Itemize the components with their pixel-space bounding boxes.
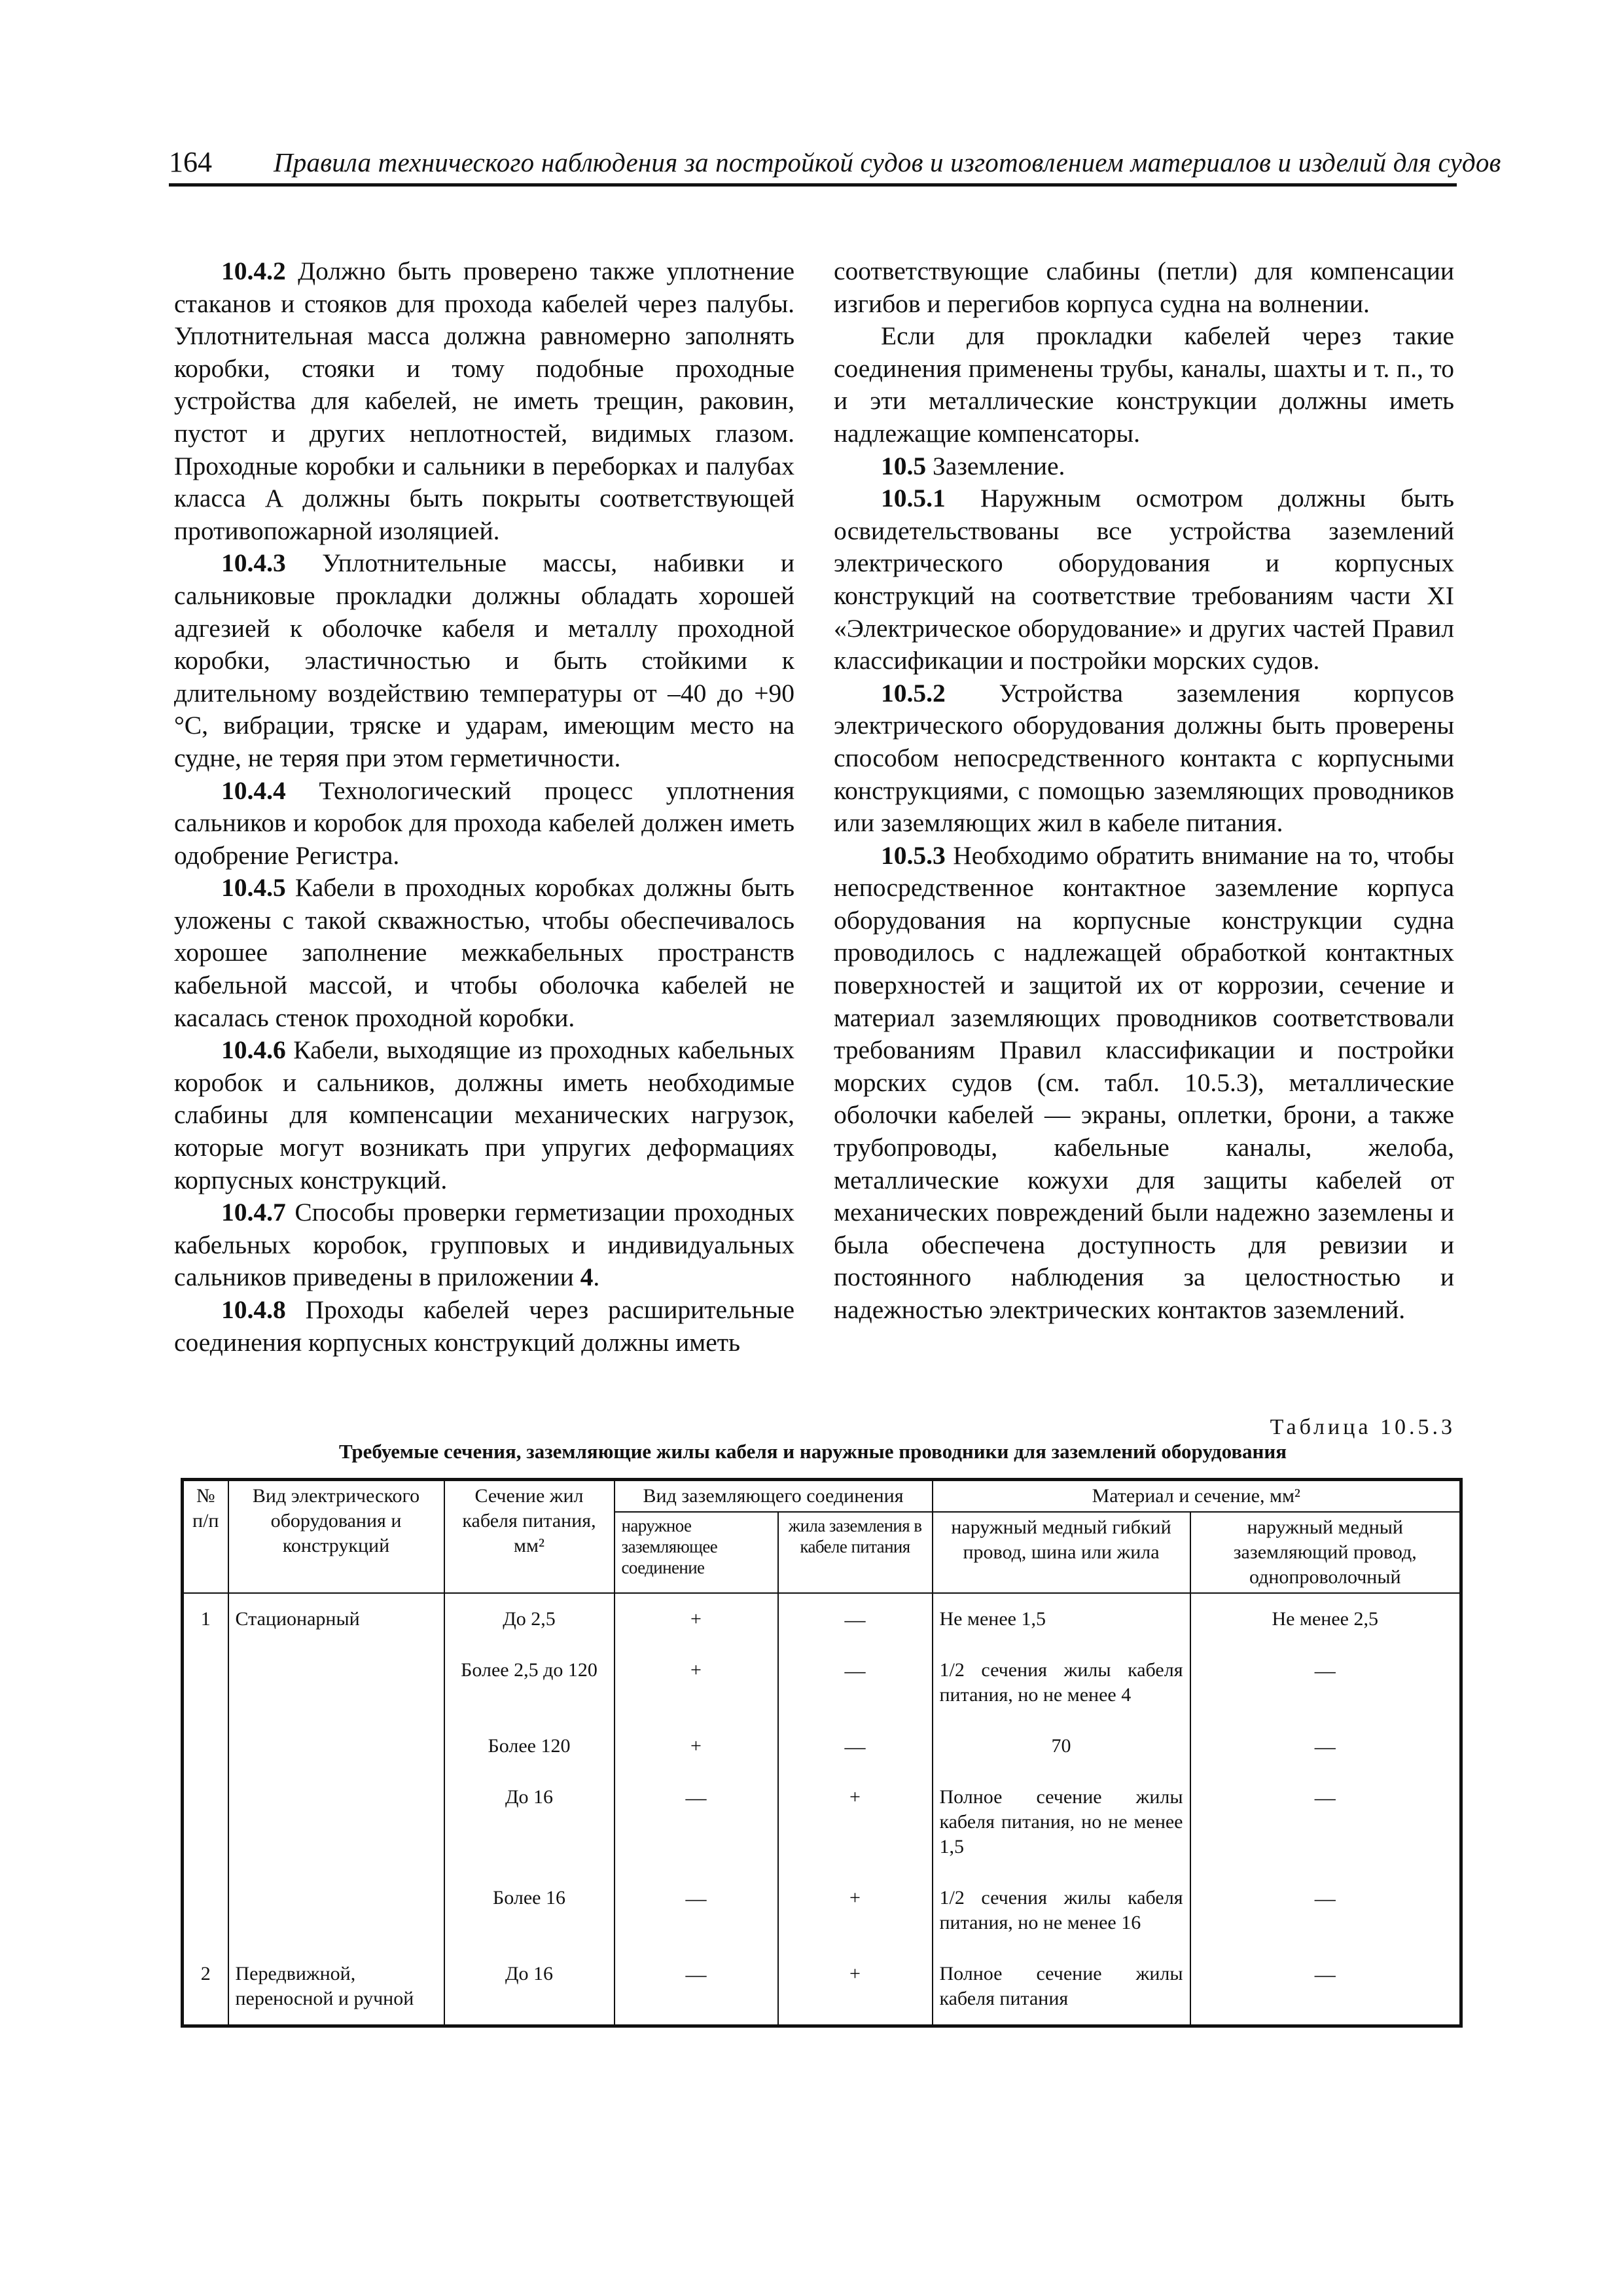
table-header bbox=[183, 1480, 1461, 1594]
paragraph-text: Необходимо обратить внимание на то, чтобы непосредственное контактное заземление корпуса оборудования на корпусные конструкции судна проводилось с надлежащей обработкой контактных поверхностей и защитой их от коррозии, сечение и материал заземляющих проводников соответствовали требованиям Правил классификации и постройки морских судов (см. табл. 10.5.3), металлические оболочки кабелей — экраны, оплетки, брони, а также трубопроводы, кабельные каналы, желоба, металлические кожухи для защиты кабелей от механических повреждений были надежно заземлены и была обеспечена доступность для ревизии и постоянного наблюдения за целостностью и надежностью электрических контактов заземлений. bbox=[834, 840, 1454, 1324]
clause-number: 10.5 bbox=[881, 451, 927, 480]
cell-equipment bbox=[228, 1721, 444, 1772]
paragraph-10-4-2 bbox=[174, 255, 794, 547]
cell-flexible: Не менее 1,5 bbox=[933, 1593, 1190, 1645]
paragraph-text: Устройства заземления корпусов электрического оборудования должны быть проверены способом непосредственного контакта с корпусными конструкциями, с помощью заземляющих проводников или заземляющих жил в кабеле питания. bbox=[834, 678, 1454, 838]
running-title: Правила технического наблюдения за постройкой судов и изготовлением материалов и изделий для судов bbox=[274, 147, 1501, 177]
clause-number: 10.4.8 bbox=[221, 1295, 286, 1324]
table-caption: Таблица 10.5.3 bbox=[1270, 1415, 1455, 1439]
cell-equipment: Стационарный bbox=[228, 1593, 444, 1645]
table-row bbox=[183, 1772, 1461, 1873]
clause-number: 10.4.5 bbox=[221, 873, 286, 903]
table-row bbox=[183, 1645, 1461, 1721]
paragraph-text: соответствующие слабины (петли) для компенсации изгибов и перегибов корпуса судна на волнении. bbox=[834, 257, 1454, 318]
table-row bbox=[183, 1948, 1461, 2026]
cell-solid: — bbox=[1190, 1721, 1461, 1772]
header-external: наружное заземляющее соединение bbox=[615, 1512, 778, 1593]
header-solid: наружный медный заземляющий провод, однопроволочный bbox=[1190, 1512, 1461, 1593]
cell-equipment bbox=[228, 1772, 444, 1873]
cell-flexible: Полное сечение жилы кабеля питания bbox=[933, 1948, 1190, 2026]
body-text bbox=[174, 255, 1457, 1407]
header-section: Сечение жил кабеля питания, мм² bbox=[444, 1480, 615, 1594]
cell-core: + bbox=[778, 1873, 933, 1948]
cell-solid: Не менее 2,5 bbox=[1190, 1593, 1461, 1645]
cell-flexible: 1/2 сечения жилы кабеля питания, но не менее 16 bbox=[933, 1873, 1190, 1948]
paragraph-10-5-2 bbox=[834, 677, 1454, 840]
paragraph-10-4-6 bbox=[174, 1034, 794, 1196]
paragraph-text: Заземление. bbox=[926, 451, 1065, 480]
cell-section: До 16 bbox=[444, 1948, 615, 2026]
cell-equipment: Передвижной, переносной и ручной bbox=[228, 1948, 444, 2026]
paragraph-continued bbox=[834, 255, 1454, 320]
paragraph-text: Если для прокладки кабелей через такие соединения применены трубы, каналы, шахты и т. п., то и эти металлические конструкции должны иметь надлежащие компенсаторы. bbox=[834, 321, 1454, 448]
appendix-ref: 4 bbox=[580, 1263, 594, 1292]
paragraph-text: Кабели, выходящие из проходных кабельных коробок и сальников, должны иметь необходимые слабины для компенсации механических нагрузок, которые могут возникать при упругих деформациях корпусных конструкций. bbox=[174, 1035, 794, 1194]
clause-number: 10.4.2 bbox=[221, 257, 286, 285]
cell-section: До 16 bbox=[444, 1772, 615, 1873]
paragraph-10-5-1 bbox=[834, 482, 1454, 677]
cell-flexible: 1/2 сечения жилы кабеля питания, но не менее 4 bbox=[933, 1645, 1190, 1721]
paragraph-text: Должно быть проверено также уплотнение стаканов и стояков для прохода кабелей через палубы. Уплотнительная масса должна равномерно заполнять коробки, стояки и тому подобные проходные устройства для кабелей, не иметь трещин, раковин, пустот и других неплотностей, видимых глазом. Проходные коробки и сальники в переборках и палубах класса А должны быть покрыты соответствующей противопожарной изоляцией. bbox=[174, 257, 794, 545]
header-core: жила заземления в кабеле питания bbox=[778, 1512, 933, 1593]
cell-num: 1 bbox=[183, 1593, 228, 1645]
left-column bbox=[174, 255, 794, 1359]
cell-section: Более 2,5 до 120 bbox=[444, 1645, 615, 1721]
header-material: Материал и сечение, мм² bbox=[933, 1480, 1461, 1513]
page-header bbox=[169, 143, 1501, 187]
clause-number: 10.4.3 bbox=[221, 548, 286, 578]
cell-core: — bbox=[778, 1645, 933, 1721]
cell-external: + bbox=[615, 1645, 778, 1721]
table-body bbox=[183, 1593, 1461, 2026]
cell-core: + bbox=[778, 1948, 933, 2026]
right-column bbox=[834, 255, 1454, 1327]
cell-section: Более 16 bbox=[444, 1873, 615, 1948]
paragraph-text: Наружным осмотром должны быть освидетельствованы все устройства заземлений электрического оборудования и корпусных конструкций на соответствие требованиям части XI «Электрическое оборудование» и других частей Правил классификации и постройки морских судов. bbox=[834, 484, 1454, 675]
paragraph-text: Способы проверки герметизации проходных кабельных коробок, групповых и индивидуальных сальников приведены в приложении bbox=[174, 1198, 794, 1292]
paragraph-text: Уплотнительные массы, набивки и сальниковые прокладки должны обладать хорошей адгезией к оболочке кабеля и металлу проходной коробки, эластичностью и быть стойкими к длительному воздействию температуры от –40 до +90 °С, вибрации, тряске и ударам, имеющим место на судне, не теряя при этом герметичности. bbox=[174, 548, 794, 772]
clause-number: 10.4.6 bbox=[221, 1035, 286, 1065]
table-title: Требуемые сечения, заземляющие жилы кабеля и наружные проводники для заземлений оборудования bbox=[338, 1440, 1287, 1463]
cell-flexible: Полное сечение жилы кабеля питания, но не менее 1,5 bbox=[933, 1772, 1190, 1873]
clause-number: 10.4.7 bbox=[221, 1198, 286, 1227]
cell-num bbox=[183, 1873, 228, 1948]
table-row bbox=[183, 1721, 1461, 1772]
cell-external: + bbox=[615, 1593, 778, 1645]
cell-section: Более 120 bbox=[444, 1721, 615, 1772]
header-flexible: наружный медный гибкий провод, шина или жила bbox=[933, 1512, 1190, 1593]
cell-solid: — bbox=[1190, 1873, 1461, 1948]
paragraph-compensators bbox=[834, 320, 1454, 450]
cell-solid: — bbox=[1190, 1948, 1461, 2026]
cell-core: — bbox=[778, 1721, 933, 1772]
paragraph-10-4-8 bbox=[174, 1294, 794, 1359]
cell-equipment bbox=[228, 1645, 444, 1721]
cell-num bbox=[183, 1721, 228, 1772]
cell-external: — bbox=[615, 1948, 778, 2026]
clause-number: 10.5.1 bbox=[881, 484, 946, 513]
cell-solid: — bbox=[1190, 1772, 1461, 1873]
header-equipment: Вид электрического оборудования и конструкций bbox=[228, 1480, 444, 1594]
cell-external: + bbox=[615, 1721, 778, 1772]
paragraph-10-4-7 bbox=[174, 1196, 794, 1294]
grounding-requirements-table bbox=[181, 1478, 1463, 2028]
paragraph-tail: . bbox=[593, 1263, 600, 1292]
cell-external: — bbox=[615, 1873, 778, 1948]
paragraph-10-4-5 bbox=[174, 872, 794, 1034]
section-heading-10-5 bbox=[834, 450, 1454, 483]
paragraph-text: Технологический процесс уплотнения сальников и коробок для прохода кабелей должен иметь одобрение Регистра. bbox=[174, 776, 794, 870]
cell-section: До 2,5 bbox=[444, 1593, 615, 1645]
cell-core: — bbox=[778, 1593, 933, 1645]
paragraph-text: Кабели в проходных коробках должны быть уложены с такой скважностью, чтобы обеспечивалось хорошее заполнение межкабельных пространств кабельной массой, и чтобы оболочка кабелей не касалась стенок проходной коробки. bbox=[174, 873, 794, 1032]
cell-flexible: 70 bbox=[933, 1721, 1190, 1772]
cell-equipment bbox=[228, 1873, 444, 1948]
paragraph-10-4-3 bbox=[174, 547, 794, 774]
cell-solid: — bbox=[1190, 1645, 1461, 1721]
cell-num: 2 bbox=[183, 1948, 228, 2026]
paragraph-10-4-4 bbox=[174, 775, 794, 872]
header-num: № п/п bbox=[183, 1480, 228, 1594]
clause-number: 10.4.4 bbox=[221, 776, 286, 805]
clause-number: 10.5.3 bbox=[881, 840, 946, 870]
paragraph-10-5-3 bbox=[834, 840, 1454, 1327]
paragraph-text: Проходы кабелей через расширительные соединения корпусных конструкций должны иметь bbox=[174, 1295, 794, 1357]
table-row bbox=[183, 1593, 1461, 1645]
cell-num bbox=[183, 1772, 228, 1873]
header-connection: Вид заземляющего соединения bbox=[615, 1480, 933, 1513]
table-row bbox=[183, 1873, 1461, 1948]
page-number: 164 bbox=[169, 146, 212, 178]
cell-num bbox=[183, 1645, 228, 1721]
cell-core: + bbox=[778, 1772, 933, 1873]
clause-number: 10.5.2 bbox=[881, 678, 946, 708]
cell-external: — bbox=[615, 1772, 778, 1873]
